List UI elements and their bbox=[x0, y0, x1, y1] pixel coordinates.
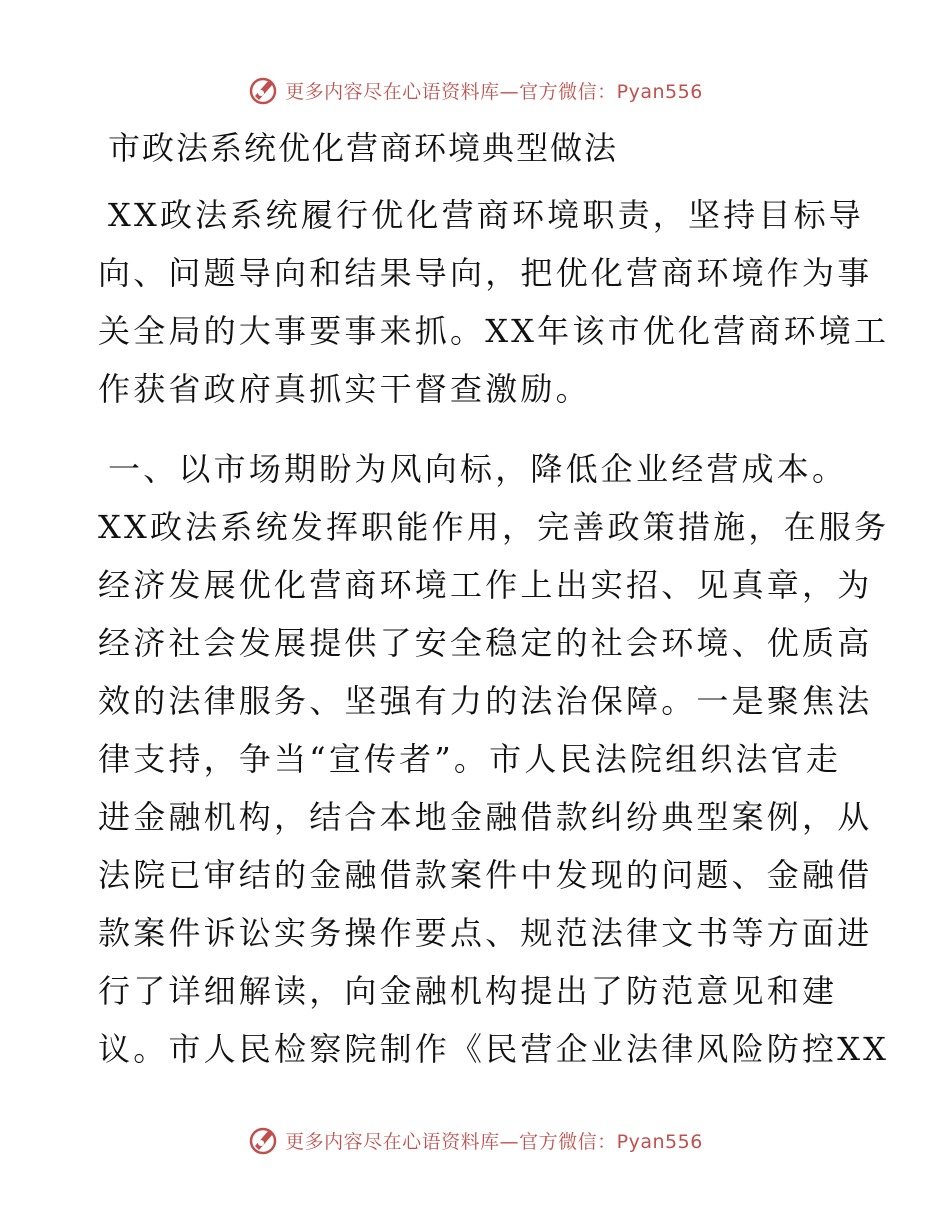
body-line: 款案件诉讼实务操作要点、规范法律文书等方面进 bbox=[98, 914, 873, 952]
section-heading: 一、以市场期盼为风向标，降低企业经营成本。 bbox=[108, 450, 848, 488]
footer-banner bbox=[0, 1120, 950, 1160]
body-line: 经济发展优化营商环境工作上出实招、见真章，为 bbox=[98, 566, 873, 604]
body-line: 律支持，争当“宣传者”。市人民法院组织法官走 bbox=[98, 740, 842, 778]
header-banner bbox=[0, 70, 950, 110]
library-logo-icon bbox=[247, 1124, 279, 1156]
body-line: 作获省政府真抓实干督查激励。 bbox=[98, 370, 591, 408]
body-line: 经济社会发展提供了安全稳定的社会环境、优质高 bbox=[98, 624, 873, 662]
body-line: 向、问题导向和结果导向，把优化营商环境作为事 bbox=[98, 254, 873, 292]
library-logo-icon bbox=[247, 74, 279, 106]
body-line: XX政法系统履行优化营商环境职责，坚持目标导 bbox=[108, 196, 864, 234]
body-line: 进金融机构，结合本地金融借款纠纷典型案例，从 bbox=[98, 798, 873, 836]
body-line: XX政法系统发挥职能作用，完善政策措施，在服务 bbox=[98, 508, 890, 546]
header-banner-text: 更多内容尽在心语资料库—官方微信：Pyan556 bbox=[285, 80, 703, 103]
body-line: 议。市人民检察院制作《民营企业法律风险防控XX bbox=[98, 1030, 890, 1068]
body-line: 关全局的大事要事来抓。XX年该市优化营商环境工 bbox=[98, 312, 890, 350]
document-title: 市政法系统优化营商环境典型做法 bbox=[108, 129, 619, 167]
body-line: 法院已审结的金融借款案件中发现的问题、金融借 bbox=[98, 856, 873, 894]
footer-banner-text: 更多内容尽在心语资料库—官方微信：Pyan556 bbox=[285, 1130, 703, 1153]
body-line: 效的法律服务、坚强有力的法治保障。一是聚焦法 bbox=[98, 682, 873, 720]
body-line: 行了详细解读，向金融机构提出了防范意见和建 bbox=[98, 972, 838, 1010]
